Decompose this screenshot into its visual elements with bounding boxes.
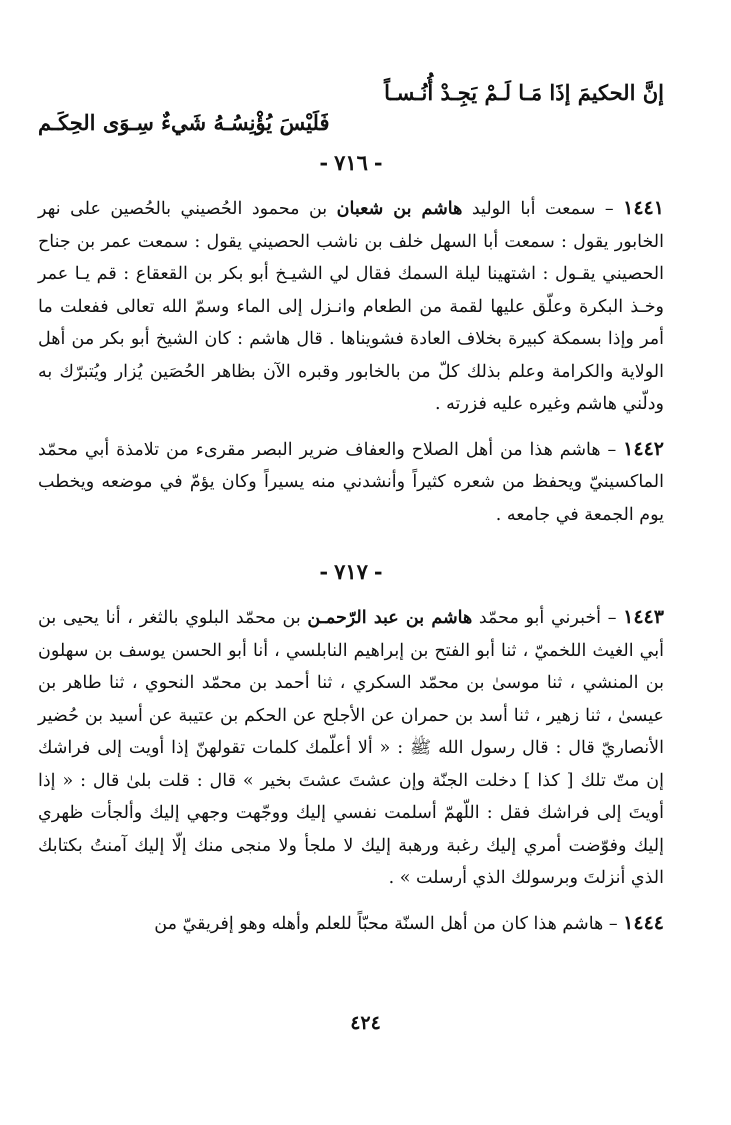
poetry-verse [38,78,664,138]
verse-first-hemistich: إنَّ الحكيمَ إذَا مَـا لَـمْ يَجِـدْ أُنُـسـاً [384,80,664,105]
section-number-716: -٧١٦- [319,150,383,175]
entry-text: بن محمّد البلوي بالثغر ، أنا يحيى بن أبي الغيث اللخميّ ، ثنا أبو الفتح بن إبراهيم النابلسي ، أنا أبو الحسن يوسف بن سهلون بن المنشي ، ثنا موسىٰ بن محمّد السكري ، ثنا أحمد بن محمّد النحوي ، ثنا طاهر بن عيسىٰ ، ثنا زهير ، ثنا أسد بن حمران عن الأجلح عن الحكم بن عتيبة عن أسيد بن حُضير الأنصاريّ قال : قال رسول الله ﷺ : « ألا أعلّمك كلمات تقولهنّ إذا أويت إلى فراشك إن متّ تلك [ كذا ] دخلت الجنّة وإن عشتَ عشتَ بخير » قال : قلت بلىٰ قال : « إذا أويتَ إلى فراشك فقل : اللّهمّ أسلمت نفسي إليك ووجّهت وجهي إليك وألجأت ظهري إليك وفوّضت أمري إليك رغبة ورهبة إليك لا ملجأ ولا منجى منك إلّا إليك آمنتُ بكتابك الذي أنزلتَ وبرسولك الذي أرسلت » . [38,608,664,888]
entry-text: هاشم هذا من أهل الصلاح والعفاف ضرير البصر مقرىء من تلامذة أبي محمّد الماكسينيّ ويحفظ من شعره كثيراً وأنشدني منه يسيراً وكان يؤمّ في موضعه ويخطب يوم الجمعة في جامعه . [38,439,664,525]
entry-number: ١٤٤٤ [623,911,664,934]
entry-text: هاشم هذا كان من أهل السنّة محبّاً للعلم وأهله وهو إفريقيّ من [154,913,604,934]
entry-text-pre: سمعت أبا الوليد [471,199,596,219]
verse-second-hemistich: فَلَيْسَ يُؤْنِسُـهُ شَيءٌ سِـوَى الحِكَـم [38,110,330,135]
entry-text-pre: أخبرني أبو محمّد [478,608,602,628]
entry-subject-name: هاشم بن شعبان [336,199,463,219]
section-number-717: -٧١٧- [319,559,383,584]
entry-1441: ١٤٤١ – سمعت أبا الوليد هاشم بن شعبان بن محمود الحُصيني بالحُصين على نهر الخابور يقول : سمعت أبا السهل خلف بن ناشب الحصيني يقول : سمعت عمر بن جناح الحصيني يقـول : اشتهينا ليلة السمك فقال لي الشيـخ أبو بكر بن القعقاع : قم يـا عمر وخـذ البكرة وعلّق عليها لقمة من الطعام وانـزل إلى الماء وسمّ الله تعالى ففعلت ما أمر وإذا بسمكة كبيرة بخلاف العادة فشويناها . قال هاشم : كان الشيخ أبو بكر من أهل الولاية والكرامة وعلم بذلك كلّ من بالخابور وقبره الآن بظاهر الحُصَين يُزار ويُتبرّك به ودلّني هاشم وغيره عليه فزرته . [38,197,664,414]
entry-1443: ١٤٤٣ – أخبرني أبو محمّد هاشم بن عبد الرّحمـن بن محمّد البلوي بالثغر ، أنا يحيى بن أبي الغيث اللخميّ ، ثنا أبو الفتح بن إبراهيم النابلسي ، أنا أبو الحسن يوسف بن سهلون بن المنشي ، ثنا موسىٰ بن محمّد السكري ، ثنا أحمد بن محمّد النحوي ، ثنا طاهر بن عيسىٰ ، ثنا زهير ، ثنا أسد بن حمران عن الأجلح عن الحكم بن عتيبة عن أسيد بن حُضير الأنصاريّ قال : قال رسول الله ﷺ : « ألا أعلّمك كلمات تقولهنّ إذا أويت إلى فراشك إن متّ تلك [ كذا ] دخلت الجنّة وإن عشتَ عشتَ بخير » قال : قلت بلىٰ قال : « إذا أويتَ إلى فراشك فقل : اللّهمّ أسلمت نفسي إليك ووجّهت وجهي إليك وألجأت ظهري إليك وفوّضت أمري إليك رغبة ورهبة إليك لا ملجأ ولا منجى منك إلّا إليك آمنتُ بكتابك الذي أنزلتَ وبرسولك الذي أرسلت » . [38,606,664,888]
entry-number: ١٤٤٣ [623,606,664,628]
entry-number: ١٤٤١ [623,197,664,219]
entry-subject-name: هاشم بن عبد الرّحمـن [307,608,473,628]
entry-1442: ١٤٤٢ – هاشم هذا من أهل الصلاح والعفاف ضرير البصر مقرىء من تلامذة أبي محمّد الماكسينيّ ويحفظ من شعره كثيراً وأنشدني منه يسيراً وكان يؤمّ في موضعه ويخطب يوم الجمعة في جامعه . [38,437,664,525]
entry-number: ١٤٤٢ [623,437,664,460]
entry-text: بن محمود الحُصيني بالحُصين على نهر الخابور يقول : سمعت أبا السهل خلف بن ناشب الحصيني يقول : سمعت عمر بن جناح الحصيني يقـول : اشتهينا ليلة السمك فقال لي الشيـخ أبو بكر بن القعقاع : قم يـا عمر وخـذ البكرة وعلّق عليها لقمة من الطعام وانـزل إلى الماء وسمّ الله تعالى ففعلت ما أمر وإذا بسمكة كبيرة بخلاف العادة فشويناها . قال هاشم : كان الشيخ أبو بكر من أهل الولاية والكرامة وعلم بذلك كلّ من بالخابور وقبره الآن بظاهر الحُصَين يُزار ويُتبرّك به ودلّني هاشم وغيره عليه فزرته . [38,199,664,414]
page-number: ٤٢٤ [350,1012,381,1034]
page-body [38,78,664,952]
entry-1444: ١٤٤٤ – هاشم هذا كان من أهل السنّة محبّاً للعلم وأهله وهو إفريقيّ من [154,911,664,934]
